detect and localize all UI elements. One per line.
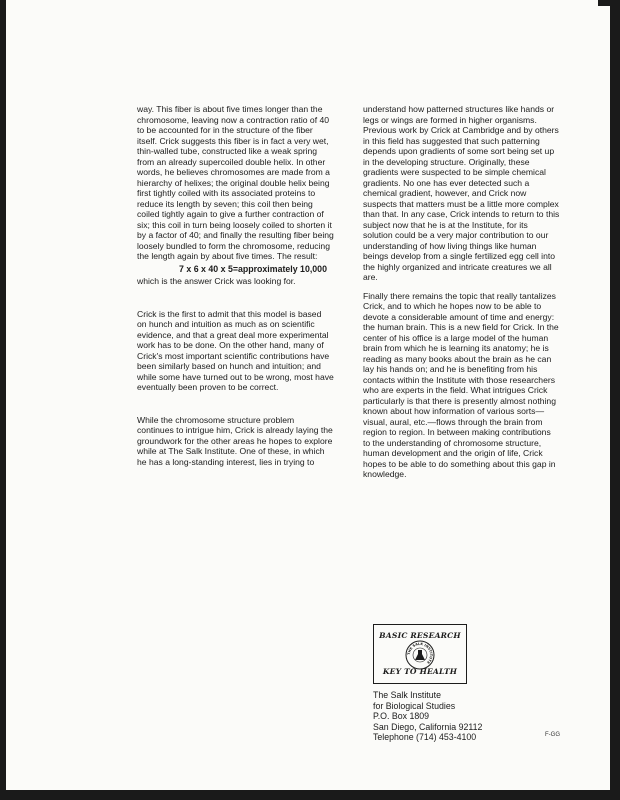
paragraph-other-areas: While the chromosome structure problem continues to intrigue him, Crick is already laying the groundwork for the other areas he hopes to explore while at The Salk Institute. One of these, in which he has a long-standing interest, lies in trying to: [137, 414, 333, 467]
badge-bottom-text: KEY TO HEALTH: [382, 667, 458, 676]
paragraph-human-brain: Finally there remains the topic that really tantalizes Crick, and to which he hopes now to be able to devote a considerable amount of time and energy: the human brain. This is a new field for Crick. In the center of his office is a large model of the human brain from which he is learning its anatomy; he is reading as many books about the brain as he can lay his hands on; and he is benefiting from his contacts within the Institute with those researchers who are experts in the field. What intrigues Crick particularly is that there is presently almost nothing known about how information of various sorts— visual, aural, etc.—flows through the brain from region to region. In between making contributions to the understanding of chromosome structure, human development and the origin of life, Crick hopes to be able to do something about this gap in knowledge.: [363, 290, 559, 479]
address-line-city: San Diego, California 92112: [373, 721, 483, 732]
basic-research-badge: [373, 624, 467, 684]
scan-edge: [598, 0, 620, 6]
left-text-column: [137, 104, 359, 467]
address-line-name: The Salk Institute: [373, 690, 441, 700]
address-line-po-box: P.O. Box 1809: [373, 711, 430, 722]
badge-top-text: BASIC RESEARCH: [379, 631, 461, 640]
institute-address: [373, 690, 553, 743]
page-code: F-GG: [545, 732, 560, 738]
address-line-telephone: Telephone (714) 453-4100: [373, 732, 477, 743]
right-text-column: [363, 104, 589, 480]
paragraph-hunch-intuition: Crick is the first to admit that this model is based on hunch and intuition as much as on scientific evidence, and that a great deal more experimental work has to be done. On the other hand, many of Crick's most important scientific contributions have been similarly based on hunch and intuition; and while some have turned out to be wrong, most have eventually been proven to be correct.: [137, 308, 334, 392]
paragraph-fiber-structure: way. This fiber is about five times longer than the chromosome, leaving now a contraction ratio of 40 to be accounted for in the structure of the fiber itself. Crick suggests this fiber is in fact a very wet, thin-walled tube, constructed like a weak spring from an already supercoiled double helix. In other words, he believes chromosomes are made from a hierarchy of helixes; the original double helix being first tightly coiled with its associated proteins to reduce its length by seven; this coil then being coiled tightly again to give a further contraction of six; this coil in turn being loosely coiled to shorten it by a factor of 40; and finally the resulting fiber being loosely bundled to form the chromosome, reducing the length again by about five times. The result:: [137, 104, 334, 261]
document-page: [6, 0, 610, 790]
contraction-formula: 7 x 6 x 40 x 5=approximately 10,000: [179, 263, 327, 274]
paragraph-answer: which is the answer Crick was looking for.: [137, 276, 296, 286]
svg-text:THE SALK INSTITUTE: THE SALK INSTITUTE: [406, 641, 434, 665]
paragraph-patterned-structures: understand how patterned structures like hands or legs or wings are formed in higher organisms. Previous work by Crick at Cambridge and by others in this field has suggested that such patterning depends upon gradients of some sort being set up in the developing structure. Originally, these gradients were suspected to be simple chemical gradients. No one has ever detected such a chemical gradient, however, and Crick now suspects that matters must be a little more complex than that. In any case, Crick intends to return to this subject now that he is at the Institute, for its solution could be a very major contribution to our understanding of how living things like human beings develop from a single fertilized egg cell into the highly organized and intricate creatures we all are.: [363, 104, 560, 282]
address-line-subtitle: for Biological Studies: [373, 700, 456, 711]
